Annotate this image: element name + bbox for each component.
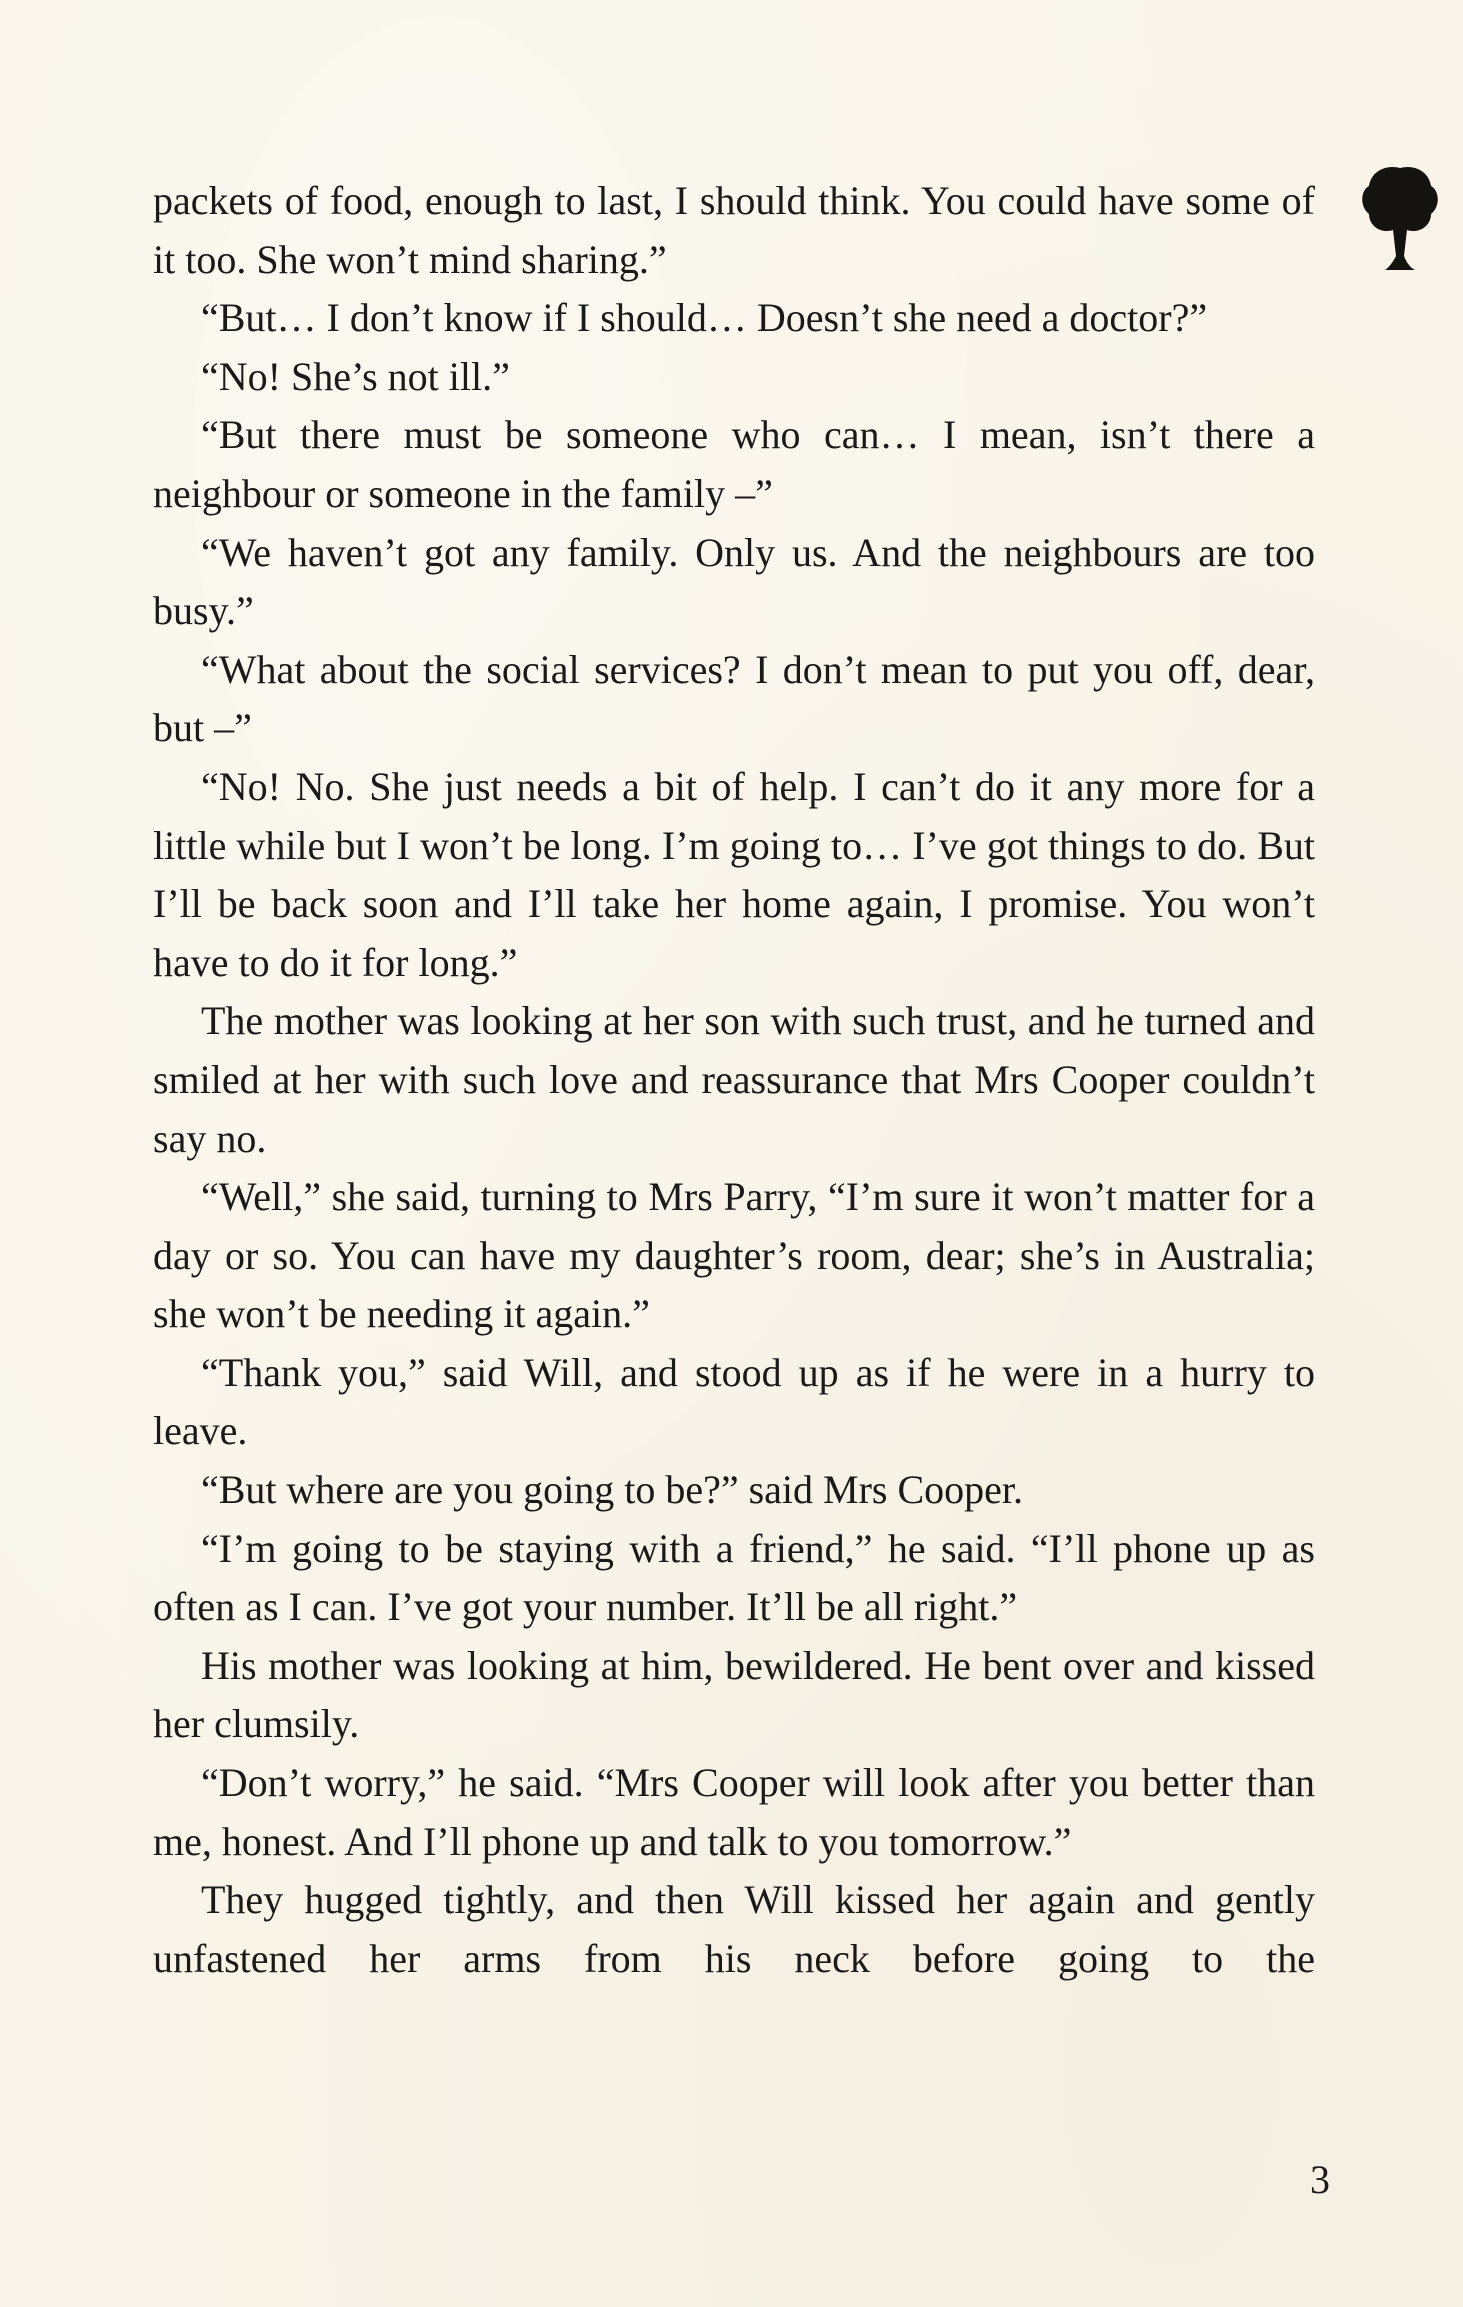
paragraph: “But… I don’t know if I should… Doesn’t she need a doctor?” [201,295,1208,341]
paragraph: “But where are you going to be?” said Mrs Cooper. [201,1467,1024,1513]
paragraph: “No! She’s not ill.” [201,353,510,399]
paragraph: “What about the social services? I don’t mean to put you off, dear, but –” [153,646,1315,751]
paragraph: The mother was looking at her son with such trust, and he turned and smiled at her with such love and reassurance that Mrs Cooper couldn’t say no. [153,998,1315,1161]
paragraph: “Well,” she said, turning to Mrs Parry, “I’m sure it won’t matter for a day or so. You can have my daughter’s room, dear; she’s in Australia; she won’t be needing it again.” [153,1174,1315,1337]
paragraph: packets of food, enough to last, I should think. You could have some of it too. She won’t mind sharing.” [153,178,1315,282]
paragraph: “Thank you,” said Will, and stood up as if he were in a hurry to leave. [153,1349,1315,1454]
paragraph: They hugged tightly, and then Will kissed her again and gently unfastened her arms from his neck before going to the [153,1877,1315,1981]
paragraph: “Don’t worry,” he said. “Mrs Cooper will look after you better than me, honest. And I’ll phone up and talk to you tomorrow.” [153,1760,1315,1864]
tree-icon [1355,160,1445,280]
paragraph: “No! No. She just needs a bit of help. I can’t do it any more for a little while but I won’t be long. I’m going to… I’ve got things to do. But I’ll be back soon and I’ll take her home again, I promise. You won’t have to do it for long.” [153,763,1315,985]
paragraph: His mother was looking at him, bewildered. He bent over and kissed her clumsily. [153,1642,1315,1747]
page-number: 3 [1310,2157,1330,2202]
paragraph: “We haven’t got any family. Only us. And the neighbours are too busy.” [153,529,1315,634]
body-text [153,172,1315,1988]
paragraph: “But there must be someone who can… I mean, isn’t there a neighbour or someone in the family –” [153,412,1315,516]
paragraph: “I’m going to be staying with a friend,” he said. “I’ll phone up as often as I can. I’ve got your number. It’ll be all right.” [153,1525,1315,1630]
